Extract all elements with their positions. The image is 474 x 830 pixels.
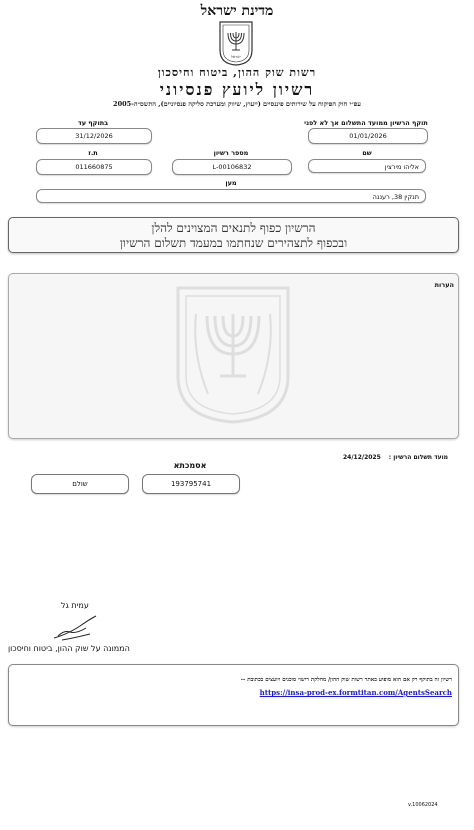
name-label: שם [362,149,372,157]
license-title: רשיון ליועץ פנסיוני [159,80,315,99]
license-number-label: מספר רשיון [213,149,249,157]
authority-name: רשות שוק ההון, ביטוח וחיסכון [157,66,317,79]
emblem-watermark-icon [174,284,292,424]
id-label: ת.ז [88,149,98,157]
law-reference: עפ״י חוק הפיקוח על שירותים פיננסיים (ייעוץ, שיווק ומערכת סליקה פנסיוניים), התשס״ה-2005 [113,100,361,108]
name-field: אליהו מירצין [308,159,426,173]
agents-search-link[interactable]: https://insa-prod-ex.formtitan.com/AgentsSearch [259,688,452,697]
valid-from-label: תוקף הרשיון ממועד התשלום אך לא לפני [304,119,428,127]
payment-date-label: מועד תשלום הרשיון : [388,454,448,461]
state-emblem-icon [218,20,254,66]
signature-icon [50,612,102,642]
payment-status: שולם [31,474,129,494]
address-label: מען [225,179,237,187]
country-title: מדינת ישראל [200,3,274,19]
version-label: v.10062024 [408,802,438,808]
conditions-line-1: הרשיון כפוף לתנאים המצוינים להלן [151,221,316,235]
svg-text:ישראל: ישראל [230,54,242,59]
conditions-box [8,217,459,253]
reference-label: אסמכתא [173,461,207,470]
license-number-field: L-00106832 [172,159,292,175]
signer-name: עמית גל [61,601,89,610]
valid-from-field: 01/01/2026 [308,128,428,144]
signer-title: הממונה על שוק ההון, ביטוח וחיסכון [8,644,130,653]
valid-until-label: בתוקף עד [77,119,109,127]
verification-note: רשיון זה בתוקף רק אם הוא מופיע באתר רשות שוק ההון/ מחלקת רישוי סוכנים ויועצים בכתובת -- [240,677,452,683]
id-field: 011660875 [36,159,152,175]
address-field: תנקין 38, רעננה [36,189,426,203]
conditions-line-2: ובכפוף לתצהירים שנחתמו במעמד תשלום הרשיון [119,236,348,250]
valid-until-field: 31/12/2026 [36,128,152,144]
payment-date: 24/12/2025 [343,454,381,461]
reference-field: 193795741 [142,474,240,494]
notes-label: הערות [434,281,454,289]
